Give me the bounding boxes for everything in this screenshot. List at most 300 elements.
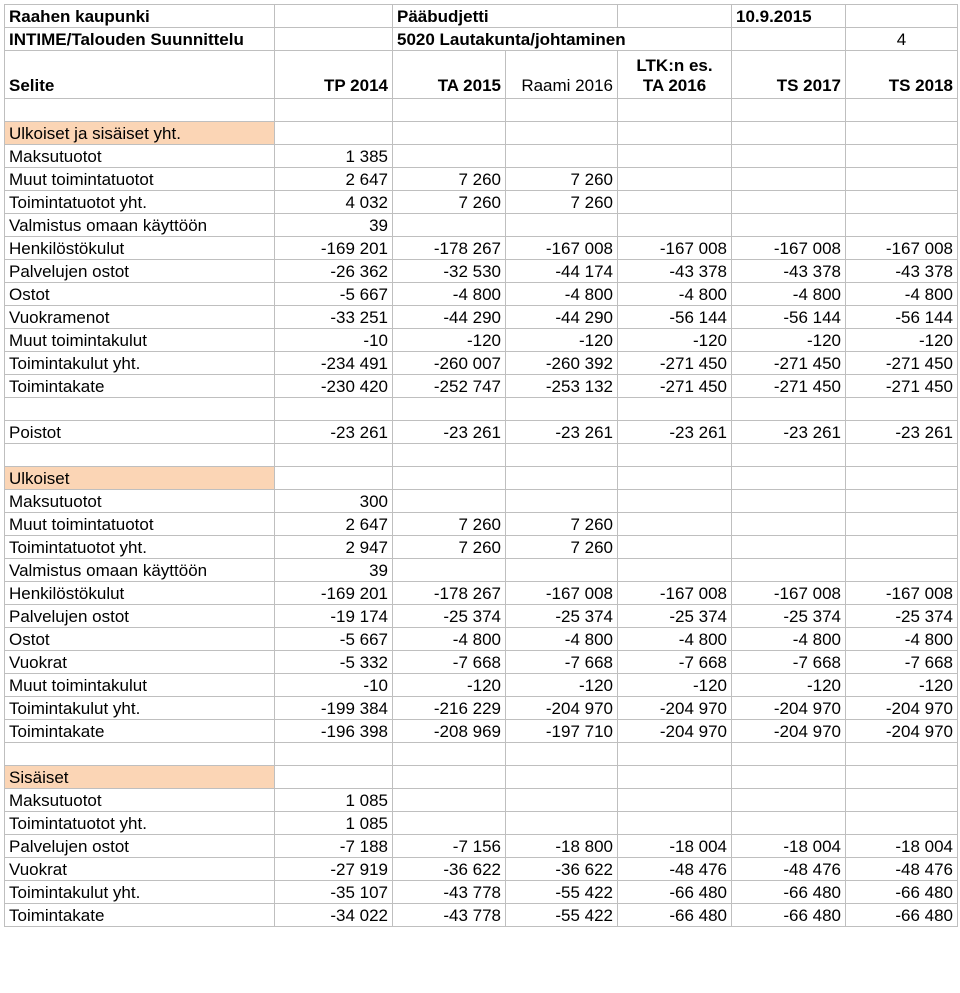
empty-cell — [275, 122, 393, 145]
empty-cell — [618, 444, 732, 467]
value-cell: -271 450 — [618, 375, 732, 398]
empty-cell — [618, 467, 732, 490]
value-cell — [393, 559, 506, 582]
empty-cell — [618, 398, 732, 421]
empty-cell — [846, 766, 958, 789]
value-cell: -19 174 — [275, 605, 393, 628]
empty-cell — [5, 444, 275, 467]
row-label: Ostot — [5, 283, 275, 306]
value-cell: -199 384 — [275, 697, 393, 720]
row-label: Maksutuotot — [5, 789, 275, 812]
value-cell — [393, 214, 506, 237]
value-cell: -36 622 — [393, 858, 506, 881]
table-row — [5, 720, 958, 743]
value-cell: -169 201 — [275, 237, 393, 260]
table-row — [5, 490, 958, 513]
value-cell — [732, 214, 846, 237]
value-cell — [732, 490, 846, 513]
table-row — [5, 513, 958, 536]
row-label: Maksutuotot — [5, 145, 275, 168]
table-row — [5, 168, 958, 191]
row-label: Vuokramenot — [5, 306, 275, 329]
value-cell: -253 132 — [506, 375, 618, 398]
value-cell: -55 422 — [506, 881, 618, 904]
value-cell: -35 107 — [275, 881, 393, 904]
value-cell — [846, 214, 958, 237]
row-label: Toimintakate — [5, 720, 275, 743]
value-cell: -23 261 — [732, 421, 846, 444]
value-cell — [732, 536, 846, 559]
empty-cell — [732, 398, 846, 421]
value-cell: 1 085 — [275, 789, 393, 812]
value-cell — [618, 214, 732, 237]
value-cell: -36 622 — [506, 858, 618, 881]
row-label: Henkilöstökulut — [5, 582, 275, 605]
value-cell: 39 — [275, 214, 393, 237]
value-cell: -167 008 — [506, 582, 618, 605]
value-cell — [732, 191, 846, 214]
value-cell: -167 008 — [618, 237, 732, 260]
value-cell: -4 800 — [618, 628, 732, 651]
empty-cell — [618, 99, 732, 122]
value-cell — [732, 812, 846, 835]
value-cell: 7 260 — [506, 536, 618, 559]
value-cell: -204 970 — [506, 697, 618, 720]
value-cell: -120 — [506, 329, 618, 352]
doc-date: 10.9.2015 — [732, 5, 846, 28]
value-cell: -4 800 — [393, 628, 506, 651]
value-cell — [618, 559, 732, 582]
value-cell: -7 156 — [393, 835, 506, 858]
empty-cell — [275, 444, 393, 467]
value-cell: -204 970 — [846, 720, 958, 743]
table-row — [5, 651, 958, 674]
value-cell — [618, 191, 732, 214]
value-cell: -4 800 — [393, 283, 506, 306]
header-row-1 — [5, 5, 958, 28]
row-label: Toimintakate — [5, 375, 275, 398]
value-cell: -4 800 — [506, 628, 618, 651]
value-cell — [393, 789, 506, 812]
value-cell: -23 261 — [275, 421, 393, 444]
value-cell: 1 085 — [275, 812, 393, 835]
value-cell: -4 800 — [732, 283, 846, 306]
value-cell: -23 261 — [618, 421, 732, 444]
empty-cell — [275, 467, 393, 490]
empty-cell — [393, 743, 506, 766]
row-label: Toimintakulut yht. — [5, 881, 275, 904]
value-cell: -33 251 — [275, 306, 393, 329]
empty-cell — [5, 99, 275, 122]
value-cell: -55 422 — [506, 904, 618, 927]
row-label: Valmistus omaan käyttöön — [5, 559, 275, 582]
value-cell: -178 267 — [393, 237, 506, 260]
value-cell: -167 008 — [506, 237, 618, 260]
col-raami-2016: Raami 2016 — [506, 51, 618, 99]
value-cell: -23 261 — [506, 421, 618, 444]
board-name: 5020 Lautakunta/johtaminen — [393, 28, 732, 51]
value-cell: 2 647 — [275, 513, 393, 536]
empty-cell — [846, 444, 958, 467]
value-cell: -25 374 — [506, 605, 618, 628]
col-ts-2017: TS 2017 — [732, 51, 846, 99]
value-cell: -43 378 — [846, 260, 958, 283]
value-cell: -56 144 — [618, 306, 732, 329]
empty-cell — [846, 398, 958, 421]
row-label: Valmistus omaan käyttöön — [5, 214, 275, 237]
empty-cell — [506, 743, 618, 766]
empty-cell — [732, 444, 846, 467]
row-label: Toimintakulut yht. — [5, 697, 275, 720]
value-cell: -25 374 — [393, 605, 506, 628]
value-cell: -7 668 — [393, 651, 506, 674]
value-cell — [506, 145, 618, 168]
table-row — [5, 605, 958, 628]
value-cell — [846, 536, 958, 559]
table-row — [5, 191, 958, 214]
value-cell: -23 261 — [846, 421, 958, 444]
value-cell: -204 970 — [846, 697, 958, 720]
value-cell: -120 — [618, 674, 732, 697]
value-cell: -7 668 — [618, 651, 732, 674]
row-label: Palvelujen ostot — [5, 260, 275, 283]
value-cell — [618, 145, 732, 168]
table-row — [5, 329, 958, 352]
table-row — [5, 145, 958, 168]
row-label: Toimintakulut yht. — [5, 352, 275, 375]
value-cell: -252 747 — [393, 375, 506, 398]
value-cell: -271 450 — [732, 352, 846, 375]
section-header-row — [5, 766, 958, 789]
spacer-row — [5, 743, 958, 766]
value-cell: -66 480 — [732, 904, 846, 927]
value-cell: -44 290 — [506, 306, 618, 329]
value-cell: -44 174 — [506, 260, 618, 283]
row-label: Henkilöstökulut — [5, 237, 275, 260]
value-cell: 300 — [275, 490, 393, 513]
table-row — [5, 904, 958, 927]
value-cell: 7 260 — [393, 168, 506, 191]
row-label: Palvelujen ostot — [5, 605, 275, 628]
table-row — [5, 697, 958, 720]
table-row — [5, 628, 958, 651]
value-cell: -4 800 — [846, 628, 958, 651]
value-cell — [618, 536, 732, 559]
value-cell — [393, 490, 506, 513]
table-row — [5, 789, 958, 812]
value-cell — [846, 490, 958, 513]
value-cell: 7 260 — [506, 168, 618, 191]
empty-cell — [275, 99, 393, 122]
value-cell: -5 667 — [275, 628, 393, 651]
value-cell: -120 — [846, 329, 958, 352]
value-cell — [618, 490, 732, 513]
table-row — [5, 283, 958, 306]
value-cell: -43 378 — [732, 260, 846, 283]
value-cell: -216 229 — [393, 697, 506, 720]
empty-cell — [732, 743, 846, 766]
spacer-row — [5, 99, 958, 122]
empty-cell — [506, 467, 618, 490]
value-cell: -7 668 — [846, 651, 958, 674]
value-cell: -230 420 — [275, 375, 393, 398]
value-cell: -234 491 — [275, 352, 393, 375]
value-cell: 7 260 — [506, 513, 618, 536]
value-cell: -26 362 — [275, 260, 393, 283]
value-cell: 7 260 — [393, 191, 506, 214]
value-cell — [618, 812, 732, 835]
value-cell: -18 800 — [506, 835, 618, 858]
row-label: Muut toimintatuotot — [5, 168, 275, 191]
empty-cell — [275, 743, 393, 766]
col-label: Selite — [5, 51, 275, 99]
row-label: Muut toimintakulut — [5, 674, 275, 697]
doc-title: Pääbudjetti — [393, 5, 618, 28]
col-tp-2014: TP 2014 — [275, 51, 393, 99]
value-cell: -5 667 — [275, 283, 393, 306]
value-cell: -4 800 — [506, 283, 618, 306]
col-ltk-line1: LTK:n es. — [636, 56, 713, 75]
table-row — [5, 306, 958, 329]
value-cell: -66 480 — [846, 904, 958, 927]
section-title: Ulkoiset ja sisäiset yht. — [5, 122, 275, 145]
table-row — [5, 375, 958, 398]
value-cell: -48 476 — [618, 858, 732, 881]
value-cell: -120 — [732, 329, 846, 352]
value-cell — [506, 490, 618, 513]
value-cell — [506, 812, 618, 835]
empty-cell — [393, 398, 506, 421]
table-row — [5, 559, 958, 582]
value-cell — [506, 559, 618, 582]
value-cell: -66 480 — [846, 881, 958, 904]
table-row — [5, 352, 958, 375]
value-cell: -204 970 — [618, 720, 732, 743]
value-cell: -66 480 — [618, 904, 732, 927]
value-cell — [393, 812, 506, 835]
empty-cell — [275, 766, 393, 789]
empty-cell — [275, 398, 393, 421]
row-label: Toimintatuotot yht. — [5, 812, 275, 835]
page-number: 4 — [846, 28, 958, 51]
value-cell — [846, 789, 958, 812]
empty-cell — [393, 99, 506, 122]
value-cell — [846, 168, 958, 191]
value-cell: -196 398 — [275, 720, 393, 743]
value-cell: -66 480 — [618, 881, 732, 904]
value-cell — [846, 513, 958, 536]
value-cell: -18 004 — [732, 835, 846, 858]
value-cell: -10 — [275, 674, 393, 697]
table-row — [5, 214, 958, 237]
section-header-row — [5, 122, 958, 145]
row-label: Poistot — [5, 421, 275, 444]
row-label: Ostot — [5, 628, 275, 651]
table-row — [5, 237, 958, 260]
empty-cell — [393, 444, 506, 467]
value-cell: -120 — [506, 674, 618, 697]
value-cell: -5 332 — [275, 651, 393, 674]
value-cell: -204 970 — [732, 697, 846, 720]
row-label: Muut toimintakulut — [5, 329, 275, 352]
row-label: Toimintatuotot yht. — [5, 536, 275, 559]
table-row — [5, 674, 958, 697]
empty-cell — [5, 398, 275, 421]
table-row — [5, 858, 958, 881]
spacer-row — [5, 444, 958, 467]
spacer-row — [5, 398, 958, 421]
value-cell: -25 374 — [732, 605, 846, 628]
value-cell: -4 800 — [732, 628, 846, 651]
value-cell: -18 004 — [846, 835, 958, 858]
unit-name: INTIME/Talouden Suunnittelu — [5, 28, 275, 51]
value-cell: -34 022 — [275, 904, 393, 927]
value-cell: -32 530 — [393, 260, 506, 283]
header-row-2 — [5, 28, 958, 51]
value-cell — [846, 145, 958, 168]
value-cell: -167 008 — [732, 237, 846, 260]
col-ta-2015: TA 2015 — [393, 51, 506, 99]
value-cell: -271 450 — [846, 352, 958, 375]
table-row — [5, 812, 958, 835]
value-cell: -167 008 — [846, 582, 958, 605]
value-cell: -43 778 — [393, 881, 506, 904]
value-cell: -56 144 — [846, 306, 958, 329]
value-cell: 7 260 — [393, 513, 506, 536]
value-cell: -260 392 — [506, 352, 618, 375]
empty-cell — [732, 99, 846, 122]
value-cell: -204 970 — [618, 697, 732, 720]
value-cell — [732, 513, 846, 536]
value-cell — [393, 145, 506, 168]
value-cell: -44 290 — [393, 306, 506, 329]
value-cell: 2 647 — [275, 168, 393, 191]
column-header-row — [5, 51, 958, 99]
value-cell: -10 — [275, 329, 393, 352]
table-row — [5, 881, 958, 904]
col-ltk-ta-2016 — [618, 51, 732, 99]
value-cell: -260 007 — [393, 352, 506, 375]
value-cell — [618, 789, 732, 812]
value-cell: -120 — [393, 329, 506, 352]
value-cell — [618, 168, 732, 191]
row-label: Muut toimintatuotot — [5, 513, 275, 536]
value-cell: -43 778 — [393, 904, 506, 927]
empty-cell — [506, 444, 618, 467]
value-cell: 39 — [275, 559, 393, 582]
value-cell: -271 450 — [618, 352, 732, 375]
value-cell: -208 969 — [393, 720, 506, 743]
table-row — [5, 260, 958, 283]
value-cell: -25 374 — [846, 605, 958, 628]
value-cell: -7 668 — [506, 651, 618, 674]
section-header-row — [5, 467, 958, 490]
value-cell: -271 450 — [846, 375, 958, 398]
value-cell: -23 261 — [393, 421, 506, 444]
value-cell: -120 — [732, 674, 846, 697]
row-label: Vuokrat — [5, 651, 275, 674]
value-cell: -197 710 — [506, 720, 618, 743]
col-ts-2018: TS 2018 — [846, 51, 958, 99]
value-cell — [732, 168, 846, 191]
value-cell: -66 480 — [732, 881, 846, 904]
empty-cell — [393, 766, 506, 789]
value-cell: -120 — [393, 674, 506, 697]
value-cell — [732, 559, 846, 582]
value-cell: -48 476 — [846, 858, 958, 881]
value-cell — [732, 145, 846, 168]
value-cell: -43 378 — [618, 260, 732, 283]
value-cell — [846, 812, 958, 835]
empty-cell — [846, 467, 958, 490]
value-cell: -169 201 — [275, 582, 393, 605]
empty-cell — [5, 743, 275, 766]
empty-cell — [506, 99, 618, 122]
section-title: Ulkoiset — [5, 467, 275, 490]
value-cell — [506, 214, 618, 237]
empty-cell — [846, 743, 958, 766]
value-cell: -120 — [846, 674, 958, 697]
empty-cell — [618, 743, 732, 766]
value-cell: -178 267 — [393, 582, 506, 605]
value-cell — [846, 191, 958, 214]
budget-table — [4, 4, 958, 927]
row-label: Palvelujen ostot — [5, 835, 275, 858]
table-row — [5, 536, 958, 559]
empty-cell — [846, 99, 958, 122]
empty-cell — [846, 122, 958, 145]
value-cell: -18 004 — [618, 835, 732, 858]
org-name: Raahen kaupunki — [5, 5, 275, 28]
row-label: Toimintatuotot yht. — [5, 191, 275, 214]
empty-cell — [506, 122, 618, 145]
value-cell: -167 008 — [846, 237, 958, 260]
value-cell: 7 260 — [506, 191, 618, 214]
value-cell: -167 008 — [618, 582, 732, 605]
value-cell: -7 188 — [275, 835, 393, 858]
row-label: Vuokrat — [5, 858, 275, 881]
empty-cell — [506, 398, 618, 421]
empty-cell — [393, 122, 506, 145]
value-cell: -120 — [618, 329, 732, 352]
value-cell: -4 800 — [846, 283, 958, 306]
value-cell: -167 008 — [732, 582, 846, 605]
value-cell: -48 476 — [732, 858, 846, 881]
value-cell — [846, 559, 958, 582]
empty-cell — [732, 122, 846, 145]
row-label: Toimintakate — [5, 904, 275, 927]
empty-cell — [732, 467, 846, 490]
section-title: Sisäiset — [5, 766, 275, 789]
value-cell — [732, 789, 846, 812]
empty-cell — [506, 766, 618, 789]
col-ltk-line2: TA 2016 — [642, 76, 707, 95]
value-cell — [618, 513, 732, 536]
value-cell: 2 947 — [275, 536, 393, 559]
value-cell: -25 374 — [618, 605, 732, 628]
value-cell: -56 144 — [732, 306, 846, 329]
value-cell: 1 385 — [275, 145, 393, 168]
table-row — [5, 582, 958, 605]
value-cell: -271 450 — [732, 375, 846, 398]
value-cell: -7 668 — [732, 651, 846, 674]
empty-cell — [732, 766, 846, 789]
value-cell: -4 800 — [618, 283, 732, 306]
value-cell: 4 032 — [275, 191, 393, 214]
row-label: Maksutuotot — [5, 490, 275, 513]
table-row — [5, 421, 958, 444]
empty-cell — [618, 122, 732, 145]
